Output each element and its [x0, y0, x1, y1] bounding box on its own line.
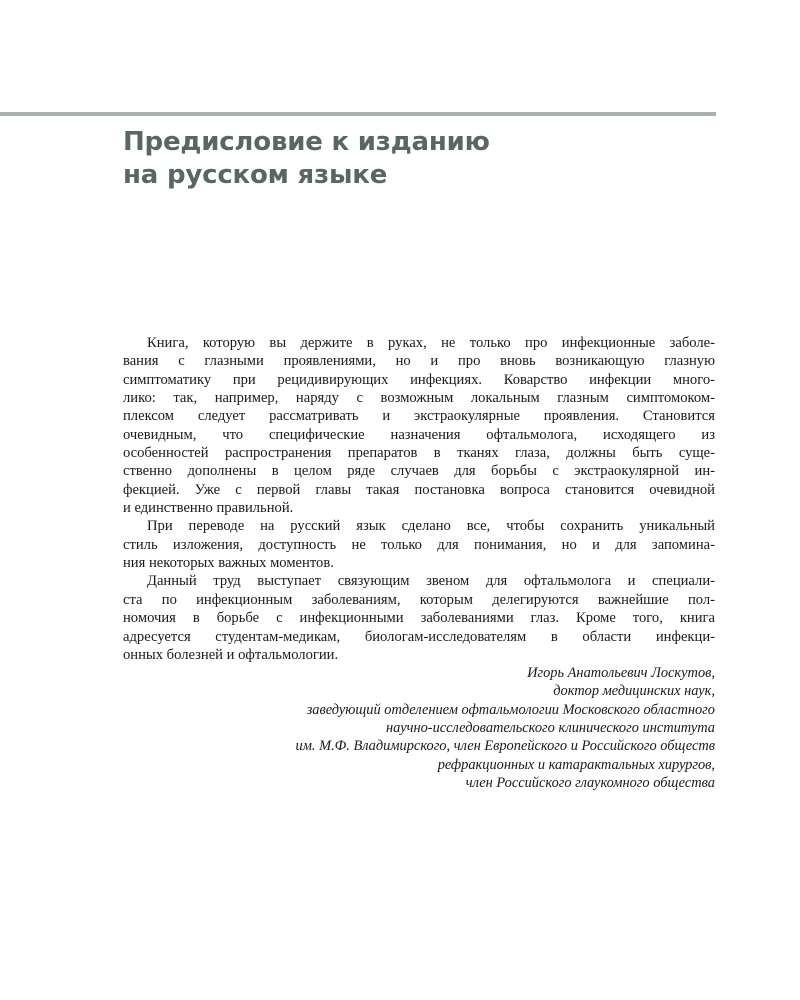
text-line: лико: так, например, наряду с возможным локальным глазным симптомоком- [123, 390, 715, 407]
header-rule [0, 112, 716, 116]
title-line-2: на русском языке [123, 160, 388, 190]
title-line-1: Предисловие к изданию [123, 127, 490, 157]
signature-membership-cont: рефракционных и катарактальных хирургов, [437, 756, 715, 773]
text-line: ста по инфекционным заболеваниям, которым делегируются важнейшие пол- [123, 591, 715, 608]
text-line: плексом следует рассматривать и экстраокулярные проявления. Становится [123, 408, 715, 425]
preface-body [123, 334, 715, 664]
signature-membership: им. М.Ф. Владимирского, член Европейского и Российского обществ [295, 738, 715, 755]
signature-position: заведующий отделением офтальмологии Московского областного [306, 701, 715, 718]
page-title [123, 126, 683, 192]
text-line: особенностей распространения препаратов в тканях глаза, должны быть суще- [123, 445, 715, 462]
text-line: При переводе на русский язык сделано все, чтобы сохранить уникальный [147, 518, 715, 535]
paragraph-1 [123, 334, 715, 517]
text-line: очевидным, что специфические назначения офтальмолога, исходящего из [123, 426, 715, 443]
signature-author-name: Игорь Анатольевич Лоскутов, [527, 665, 715, 681]
text-line: ния некоторых важных моментов. [123, 555, 334, 572]
text-line: вания с глазными проявлениями, но и про вновь возникающую глазную [123, 353, 715, 370]
text-line: симптоматику при рецидивирующих инфекциях. Коварство инфекции много- [123, 371, 715, 388]
signature-block [155, 664, 715, 792]
paragraph-3 [123, 572, 715, 664]
text-line: онных болезней и офтальмологии. [123, 646, 339, 663]
text-line: и единственно правильной. [123, 500, 294, 517]
paragraph-2 [123, 517, 715, 572]
text-line: стиль изложения, доступность не только для понимания, но и для запомина- [123, 536, 715, 553]
signature-degree: доктор медицинских наук, [553, 683, 715, 700]
text-line: номочия в борьбе с инфекционными заболеваниями глаз. Кроме того, книга [123, 610, 715, 627]
text-line: Книга, которую вы держите в руках, не только про инфекционные заболе- [147, 335, 715, 351]
signature-glaucoma-society: член Российского глаукомного общества [465, 775, 715, 792]
text-line: ственно дополнены в целом ряде случаев для борьбы с экстраокулярной ин- [123, 463, 715, 480]
text-line: Данный труд выступает связующим звеном для офтальмолога и специали- [147, 573, 715, 590]
signature-institute: научно-исследовательского клинического института [386, 720, 715, 737]
text-line: адресуется студентам-медикам, биологам-исследователям в области инфекци- [123, 628, 715, 645]
text-line: фекцией. Уже с первой главы такая постановка вопроса становится очевидной [123, 481, 715, 498]
